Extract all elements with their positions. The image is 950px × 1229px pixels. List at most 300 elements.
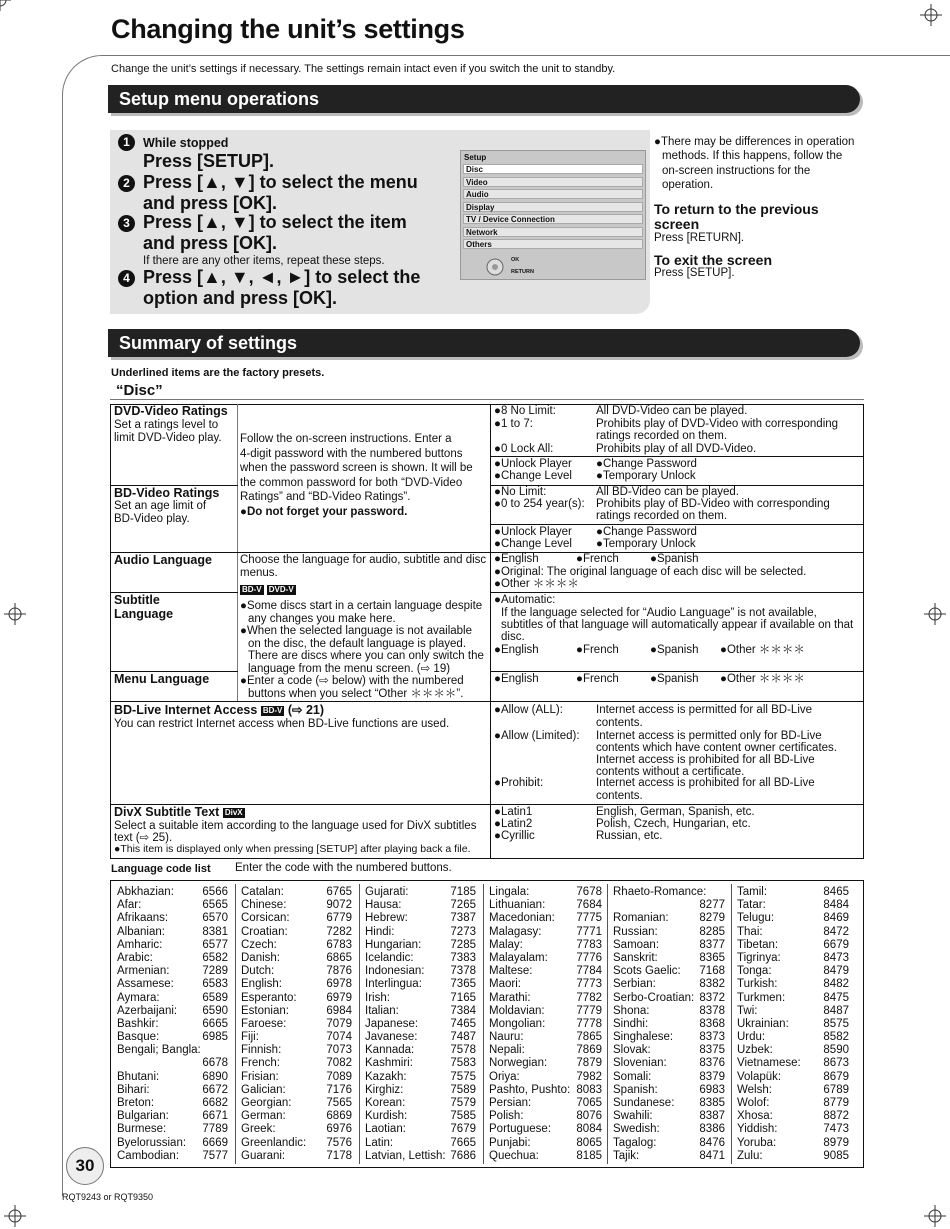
menu-shot-item: Network: [463, 227, 643, 237]
language-code-row: [489, 1110, 602, 1123]
dvd-change-password: ●Change Password: [596, 458, 697, 470]
language-code: 7776: [576, 951, 602, 964]
language-name: Catalan:: [241, 886, 284, 898]
language-code-row: [737, 1150, 849, 1163]
bdlive-title: BD-Live Internet Access BD-V (⇨ 21): [114, 703, 325, 717]
language-code: 8979: [823, 1136, 849, 1149]
language-name: Volapük:: [737, 1070, 782, 1083]
language-code-row: [241, 952, 352, 965]
language-name: Wolof:: [737, 1097, 770, 1109]
language-code-row: [365, 1071, 476, 1084]
language-code-row: [117, 1123, 228, 1136]
language-column-6: [737, 886, 849, 1163]
bd-option-no-limit: ●No Limit:: [494, 486, 547, 498]
language-code-row: [365, 912, 476, 925]
language-name: Corsican:: [241, 912, 290, 925]
language-name: Malagasy:: [489, 925, 542, 938]
language-name: Bengali; Bangla:: [117, 1044, 201, 1057]
bdlive-option-limited-desc: contents without a certificate.: [596, 766, 745, 778]
language-code: 7784: [576, 965, 602, 978]
bd-option-no-limit-desc: All BD-Video can be played.: [596, 486, 739, 498]
dvd-option-1to7-desc: Prohibits play of DVD-Video with corresponding: [596, 418, 839, 430]
subtitle-automatic-desc: disc.: [501, 631, 525, 643]
language-name: Swahili:: [613, 1110, 653, 1123]
language-name: German:: [241, 1110, 286, 1123]
language-code-row: [241, 939, 352, 952]
dvd-option-1to7-desc: ratings recorded on them.: [596, 430, 728, 442]
language-code-row: [365, 886, 476, 899]
menu-shot-item: Audio: [463, 189, 643, 199]
language-code: 8386: [699, 1123, 725, 1136]
language-name: Yiddish:: [737, 1123, 778, 1136]
bdlive-option-prohibit: ●Prohibit:: [494, 777, 544, 789]
language-code-row: [613, 1110, 725, 1123]
language-code-row: [737, 965, 849, 978]
language-name: Urdu:: [737, 1031, 766, 1044]
language-name: Bashkir:: [117, 1017, 159, 1030]
language-code: 7378: [450, 965, 476, 978]
dvd-option-8-desc: All DVD-Video can be played.: [596, 405, 748, 417]
language-code-row: [241, 1044, 352, 1057]
step3-note: If there are any other items, repeat these steps.: [143, 255, 385, 267]
language-name: Javanese:: [365, 1031, 418, 1044]
subtitle-option-english: ●English: [494, 644, 539, 656]
divider: [110, 804, 864, 805]
return-heading-1: To return to the previous: [654, 201, 819, 217]
language-name: Italian:: [365, 1004, 399, 1017]
registration-mark-icon: [924, 1205, 946, 1227]
language-name: Uzbek:: [737, 1044, 773, 1057]
language-name: Gujarati:: [365, 886, 409, 898]
language-code: 7383: [450, 951, 476, 964]
exit-text: Press [SETUP].: [654, 267, 735, 279]
language-name: Assamese:: [117, 978, 174, 991]
language-name: Xhosa:: [737, 1110, 773, 1123]
divider: [490, 456, 864, 457]
language-code-row: [241, 1005, 352, 1018]
divx-option-latin1-desc: English, German, Spanish, etc.: [596, 806, 755, 818]
language-code-row: [365, 1137, 476, 1150]
language-code: 7577: [202, 1149, 228, 1162]
divx-desc: text (⇨ 25).: [114, 832, 173, 844]
language-code: 7779: [576, 1004, 602, 1017]
language-name: Basque:: [117, 1031, 160, 1044]
language-code: 7678: [576, 886, 602, 898]
language-name: Afrikaans:: [117, 912, 169, 925]
language-code-row: [241, 1097, 352, 1110]
language-code-row: [489, 912, 602, 925]
language-code-row: [737, 1071, 849, 1084]
language-code: 7771: [576, 925, 602, 938]
language-code-row: [737, 1005, 849, 1018]
dvd-ratings-desc: Set a ratings level to: [114, 419, 219, 431]
language-code: 8379: [699, 1070, 725, 1083]
language-code: 6890: [202, 1070, 228, 1083]
language-code: 8476: [699, 1136, 725, 1149]
language-name: Spanish:: [613, 1083, 658, 1096]
setup-menu-screenshot: [460, 150, 646, 280]
language-name: Quechua:: [489, 1149, 539, 1162]
language-code-row: [241, 1123, 352, 1136]
language-code-row: [117, 1018, 228, 1031]
divider: [110, 552, 864, 553]
language-name: Hausa:: [365, 899, 402, 912]
dvd-option-1to7: ●1 to 7:: [494, 418, 533, 430]
language-name: Slovak:: [613, 1044, 651, 1057]
language-name: Kashmiri:: [365, 1057, 413, 1070]
language-name: Thai:: [737, 925, 763, 938]
language-code: 8484: [823, 899, 849, 912]
divider: [235, 884, 236, 1164]
divx-option-latin2-desc: Polish, Czech, Hungarian, etc.: [596, 818, 751, 830]
language-code-row: [613, 926, 725, 939]
language-name: Oriya:: [489, 1070, 520, 1083]
language-code: 8381: [202, 925, 228, 938]
menu-shot-item: Video: [463, 177, 643, 187]
language-code: 6984: [326, 1004, 352, 1017]
language-code-row: [489, 1084, 602, 1097]
language-code: 8378: [699, 1004, 725, 1017]
language-code: 7778: [576, 1017, 602, 1030]
language-code-row: [117, 1057, 228, 1070]
language-code: 6789: [823, 1083, 849, 1096]
language-name: Tonga:: [737, 965, 772, 978]
language-code-row: [117, 926, 228, 939]
language-code: 8479: [823, 965, 849, 978]
language-code-row: [737, 886, 849, 899]
language-code: 8076: [576, 1110, 602, 1123]
registration-mark-icon: [4, 1205, 26, 1227]
language-code: 7565: [326, 1097, 352, 1109]
step1-condition: While stopped: [143, 136, 229, 150]
language-code-row: [613, 1005, 725, 1018]
language-code: 7679: [450, 1123, 476, 1136]
step4-line1: Press [▲, ▼, ◄, ►] to select the: [143, 267, 421, 287]
language-code-row: [737, 1018, 849, 1031]
language-code: 8375: [699, 1044, 725, 1057]
language-name: Georgian:: [241, 1097, 292, 1109]
divider: [607, 884, 608, 1164]
language-code-row: [489, 1071, 602, 1084]
language-name: Latvian, Lettish:: [365, 1149, 446, 1162]
language-code-row: [489, 899, 602, 912]
language-code: 7665: [450, 1136, 476, 1149]
language-name: Croatian:: [241, 925, 288, 938]
language-code: 8084: [576, 1123, 602, 1136]
menu-shot-item: Others: [463, 239, 643, 249]
language-name: Singhalese:: [613, 1031, 674, 1044]
language-code-row: [737, 1137, 849, 1150]
language-name: Vietnamese:: [737, 1057, 801, 1070]
dvd-option-8: ●8 No Limit:: [494, 405, 556, 417]
language-code: 6985: [202, 1031, 228, 1044]
language-name: Breton:: [117, 1097, 155, 1109]
language-name: Indonesian:: [365, 965, 425, 978]
language-code-row: [489, 1057, 602, 1070]
language-name: Irish:: [365, 991, 390, 1004]
disc-badges: [240, 584, 296, 597]
language-code-row: [117, 899, 228, 912]
language-column-3: [365, 886, 476, 1163]
language-code: 7178: [326, 1149, 352, 1162]
language-code: 7879: [576, 1057, 602, 1070]
language-code-row: [241, 1084, 352, 1097]
language-code: 8385: [699, 1097, 725, 1109]
language-name: Serbian:: [613, 978, 656, 991]
language-name: Malayalam:: [489, 951, 548, 964]
disc-heading: “Disc”: [116, 382, 163, 399]
language-code-row: [737, 899, 849, 912]
audio-option-other: ●Other ＊＊＊＊: [494, 578, 579, 590]
language-code-row: [489, 1123, 602, 1136]
remote-dpad-icon: [485, 258, 505, 276]
language-code-row: [365, 939, 476, 952]
dvd-ratings-title: DVD-Video Ratings: [114, 404, 228, 418]
language-code: 7869: [576, 1044, 602, 1057]
language-code: 8277: [699, 899, 725, 912]
bd-unlock-player: ●Unlock Player: [494, 526, 572, 538]
language-code: 6678: [202, 1057, 228, 1070]
language-code-row: [117, 1137, 228, 1150]
language-code-row: [365, 1005, 476, 1018]
bd-option-age-desc: ratings recorded on them.: [596, 510, 728, 522]
language-name: English:: [241, 978, 282, 991]
menu-shot-title: Setup: [464, 153, 487, 162]
language-code-row: [489, 1031, 602, 1044]
language-name: Hindi:: [365, 925, 395, 938]
language-code-row: [489, 1137, 602, 1150]
language-name: Mongolian:: [489, 1017, 546, 1030]
language-name: Dutch:: [241, 965, 275, 978]
language-code: 7282: [326, 925, 352, 938]
language-name: Lingala:: [489, 886, 530, 898]
menu-option-english: ●English: [494, 673, 539, 685]
language-name: Aymara:: [117, 991, 160, 1004]
bdlive-option-limited: ●Allow (Limited):: [494, 730, 580, 742]
language-code: 6589: [202, 991, 228, 1004]
dvd-ratings-desc: limit DVD-Video play.: [114, 432, 222, 444]
language-code-row: [117, 992, 228, 1005]
language-name: Greenlandic:: [241, 1136, 307, 1149]
language-name: Zulu:: [737, 1149, 763, 1162]
menu-language-title: Menu Language: [114, 672, 210, 686]
menu-shot-item: TV / Device Connection: [463, 214, 643, 224]
language-code-row: [737, 939, 849, 952]
language-code-row: [241, 886, 352, 899]
section-heading-setup: Setup menu operations: [108, 85, 860, 113]
language-code-row: [365, 1044, 476, 1057]
language-name: Macedonian:: [489, 912, 555, 925]
language-name: Frisian:: [241, 1070, 279, 1083]
divider: [490, 592, 864, 593]
language-code-row: [613, 1150, 725, 1163]
divider: [110, 701, 864, 702]
subtitle-language-title: Subtitle: [114, 593, 160, 607]
divx-title: DivX Subtitle Text DivX: [114, 805, 243, 819]
language-code-row: [365, 1084, 476, 1097]
language-code-row: [365, 1097, 476, 1110]
language-code-row: [613, 1137, 725, 1150]
note-differences-2: methods. If this happens, follow the: [662, 150, 843, 162]
language-code-row: [737, 1110, 849, 1123]
language-name: Kirghiz:: [365, 1083, 404, 1096]
section-heading-summary: Summary of settings: [108, 329, 860, 357]
language-code-row: [365, 1150, 476, 1163]
language-column-2: [241, 886, 352, 1163]
language-code: 7265: [450, 899, 476, 912]
page-number: 30: [66, 1147, 104, 1185]
language-name: Fiji:: [241, 1031, 259, 1044]
language-code: 7387: [450, 912, 476, 925]
language-code-row: [489, 992, 602, 1005]
language-code: 6869: [326, 1110, 352, 1123]
language-code-row: [737, 1057, 849, 1070]
bd-temporary-unlock: ●Temporary Unlock: [596, 538, 696, 550]
language-code-row: [117, 1110, 228, 1123]
divider: [110, 399, 864, 400]
language-code-row: [489, 1150, 602, 1163]
language-code: 7684: [576, 899, 602, 912]
language-name: Icelandic:: [365, 951, 414, 964]
language-code-row: [117, 912, 228, 925]
language-code-row: [365, 926, 476, 939]
language-code-row: [365, 952, 476, 965]
language-code-row: [117, 1084, 228, 1097]
language-code-row: [613, 1097, 725, 1110]
language-code-row: [613, 1123, 725, 1136]
language-code-row: [489, 1005, 602, 1018]
language-code-row: [241, 1150, 352, 1163]
bdlive-option-limited-desc: Internet access is permitted only for BD-Live: [596, 730, 822, 742]
step2-line1: Press [▲, ▼] to select the menu: [143, 172, 418, 192]
language-code-row: [365, 1057, 476, 1070]
language-code: 7073: [326, 1044, 352, 1057]
language-name: Danish:: [241, 951, 280, 964]
language-code-row: [613, 939, 725, 952]
language-code: 8673: [823, 1057, 849, 1070]
language-code-row: [489, 1044, 602, 1057]
dvd-option-0: ●0 Lock All:: [494, 443, 554, 455]
language-name: Galician:: [241, 1083, 286, 1096]
language-name: Persian:: [489, 1097, 532, 1109]
language-code: 7473: [823, 1123, 849, 1136]
step4-line2: option and press [OK].: [143, 288, 338, 308]
language-code: 7082: [326, 1057, 352, 1070]
language-code-row: [117, 939, 228, 952]
language-code-list-label: Language code list: [111, 863, 211, 875]
language-code-row: [117, 965, 228, 978]
dvd-v-badge: DVD-V: [268, 584, 294, 594]
language-code-row: [241, 1071, 352, 1084]
bd-change-level: ●Change Level: [494, 538, 572, 550]
language-name: Lithuanian:: [489, 899, 546, 912]
language-name: Sanskrit:: [613, 951, 658, 964]
language-code: 6566: [202, 886, 228, 898]
bd-ratings-title: BD-Video Ratings: [114, 486, 220, 500]
language-code-row: [117, 1005, 228, 1018]
language-code-row: [613, 965, 725, 978]
language-code: 7773: [576, 978, 602, 991]
language-code: 8473: [823, 951, 849, 964]
language-name: Tigrinya:: [737, 951, 781, 964]
bd-ratings-desc: BD-Video play.: [114, 513, 190, 525]
audio-option-original: ●Original: The original language of each disc will be selected.: [494, 566, 807, 578]
language-code: 6682: [202, 1097, 228, 1109]
language-name: French:: [241, 1057, 280, 1070]
language-name: Yoruba:: [737, 1136, 777, 1149]
menu-option-spanish: ●Spanish: [650, 673, 699, 685]
language-name: Sundanese:: [613, 1097, 675, 1109]
language-name: Amharic:: [117, 938, 163, 951]
language-column-1: [117, 886, 228, 1163]
language-code: 7583: [450, 1057, 476, 1070]
audio-language-desc: menus.: [240, 567, 278, 579]
language-code: 7782: [576, 991, 602, 1004]
dvd-unlock-player: ●Unlock Player: [494, 458, 572, 470]
language-code: 8465: [823, 886, 849, 898]
language-code: 6672: [202, 1083, 228, 1096]
language-code: 9085: [823, 1149, 849, 1162]
language-name: Hungarian:: [365, 938, 422, 951]
language-code: 8382: [699, 978, 725, 991]
dvd-option-0-desc: Prohibits play of all DVD-Video.: [596, 443, 757, 455]
divider: [359, 884, 360, 1164]
audio-language-title: Audio Language: [114, 553, 212, 567]
bd-option-age: ●0 to 254 year(s):: [494, 498, 585, 510]
language-code-row: [241, 992, 352, 1005]
language-name: Chinese:: [241, 899, 287, 912]
bdlive-option-limited-desc: Internet access is prohibited for all BD-Live: [596, 754, 815, 766]
language-name: Maori:: [489, 978, 521, 991]
language-name: Tibetan:: [737, 938, 779, 951]
language-name: Nauru:: [489, 1031, 524, 1044]
language-name: Marathi:: [489, 991, 531, 1004]
language-code-row: [613, 952, 725, 965]
language-code: 7487: [450, 1031, 476, 1044]
divider: [490, 524, 864, 525]
language-code: 6679: [823, 938, 849, 951]
language-code: 7686: [450, 1149, 476, 1162]
language-code: 6983: [699, 1083, 725, 1096]
language-code: 6979: [326, 991, 352, 1004]
language-code: 7575: [450, 1070, 476, 1083]
language-name: Interlingua:: [365, 978, 422, 991]
password-instructions: Follow the on-screen instructions. Enter a 4-digit password with the numbered buttons when the password screen is shown. It will be the common password for both “DVD-Video Ratings” and “BD-Video Ratings”. ●Do not forget your password.: [240, 433, 473, 518]
registration-mark-icon: [920, 4, 942, 26]
language-name: Guarani:: [241, 1149, 286, 1162]
language-code-row: [365, 992, 476, 1005]
language-code-row: [241, 1018, 352, 1031]
language-code: 6570: [202, 912, 228, 925]
bdlive-option-all-desc: contents.: [596, 717, 643, 729]
language-code-row: [365, 1018, 476, 1031]
exit-heading: To exit the screen: [654, 252, 773, 268]
language-code: 8779: [823, 1097, 849, 1109]
audio-option-french: ●French: [576, 553, 619, 565]
divider: [731, 884, 732, 1164]
language-name: Twi:: [737, 1004, 758, 1017]
language-code: 6577: [202, 938, 228, 951]
language-name: Ukrainian:: [737, 1017, 789, 1030]
language-code: 7365: [450, 978, 476, 991]
language-code: 7168: [699, 965, 725, 978]
language-code: 8376: [699, 1057, 725, 1070]
language-code: 9072: [326, 899, 352, 912]
language-name: Tatar:: [737, 899, 766, 912]
language-code: 6671: [202, 1110, 228, 1123]
subtitle-automatic-desc: subtitles of that language will automatically appear if available on that: [501, 619, 854, 631]
language-name: Czech:: [241, 938, 277, 951]
